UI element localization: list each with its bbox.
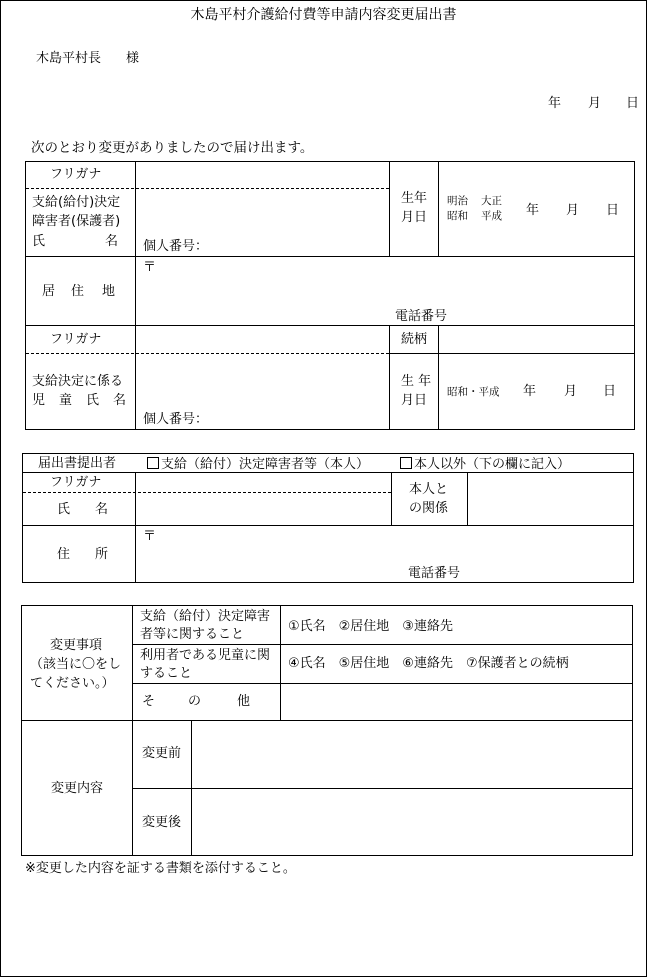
row2-label-line2: すること (140, 666, 193, 681)
child-name-char1: 児 (32, 393, 46, 408)
applicant-label-line2: 障害者(保護者) (32, 214, 121, 229)
row3-label-char2: の (188, 694, 202, 709)
era-taisho: 大正 (481, 195, 502, 207)
applicant-furigana-label: フリガナ (50, 167, 102, 182)
child-birth-day: 日 (603, 384, 617, 399)
submitter-option-other[interactable] (400, 457, 570, 471)
date-month-label: 月 (588, 96, 602, 111)
change-after-label: 変更後 (142, 815, 182, 830)
residence-postal-mark: 〒 (143, 260, 157, 275)
relation-label-line1: 本人と (409, 482, 449, 497)
child-birth-label-line2: 月日 (401, 393, 428, 408)
relationship-label: 続柄 (401, 332, 428, 347)
submitter-name-char2: 名 (95, 502, 109, 517)
relation-label-line2: の関係 (409, 501, 449, 516)
submitter-option-other-label: 本人以外（下の欄に記入） (414, 457, 571, 472)
submitter-name-char1: 氏 (57, 502, 71, 517)
child-name-char2: 童 (59, 393, 73, 408)
submitter-postal-mark: 〒 (143, 529, 157, 544)
child-label-line1: 支給決定に係る (32, 374, 124, 389)
applicant-birth-label-line1: 生年 (401, 191, 428, 206)
change-items-note-line2: てください。） (30, 676, 115, 691)
addressee-honorific: 様 (126, 51, 140, 66)
applicant-birth-day: 日 (606, 203, 620, 218)
applicant-individual-number-label: 個人番号： (143, 239, 209, 254)
change-items-note-line1: （該当に〇をし (30, 657, 122, 672)
change-items-title: 変更事項 (50, 638, 103, 653)
checkbox-other[interactable] (400, 457, 412, 469)
child-era-label: 昭和・平成 (447, 386, 500, 398)
change-content-title: 変更内容 (51, 781, 104, 796)
row3-label-char3: 他 (237, 694, 251, 709)
applicant-birth-year: 年 (526, 203, 540, 218)
row1-label-line2: 者等に関すること (140, 627, 245, 642)
child-individual-number-label: 個人番号： (143, 412, 209, 427)
row1-options: ①氏名 ②居住地 ③連絡先 (288, 619, 453, 634)
residence-phone-label: 電話番号 (395, 309, 448, 324)
applicant-name-char1: 氏 (32, 234, 46, 249)
change-table (21, 605, 633, 856)
submitter-address-char1: 住 (57, 547, 71, 562)
residence-char2: 住 (71, 284, 85, 299)
child-birth-month: 月 (564, 384, 578, 399)
date-year-label: 年 (548, 96, 562, 111)
row1-label-line1: 支給（給付）決定障害 (140, 609, 271, 624)
submitter-phone-label: 電話番号 (408, 566, 461, 581)
document-title: 木島平村介護給付費等申請内容変更届出書 (190, 7, 457, 23)
date-day-label: 日 (626, 96, 640, 111)
era-heisei: 平成 (481, 210, 502, 222)
intro-text: 次のとおり変更がありましたので届け出ます。 (31, 140, 314, 156)
child-name-char3: 氏 (86, 393, 100, 408)
footnote: ※変更した内容を証する書類を添付すること。 (25, 861, 296, 876)
residence-char3: 地 (102, 284, 116, 299)
submitter-address-char2: 所 (95, 547, 109, 562)
row2-label-line1: 利用者である児童に関 (140, 648, 271, 663)
applicant-label-line1: 支給(給付)決定 (32, 195, 121, 210)
submitter-furigana-label: フリガナ (50, 475, 102, 490)
child-furigana-label: フリガナ (50, 332, 102, 347)
child-name-char4: 名 (113, 393, 127, 408)
row3-label-char1: そ (142, 694, 156, 709)
change-before-label: 変更前 (142, 746, 182, 761)
applicant-birth-month: 月 (566, 203, 580, 218)
child-birth-year: 年 (523, 384, 537, 399)
checkbox-self[interactable] (147, 457, 159, 469)
submitter-label: 届出書提出者 (38, 456, 117, 471)
addressee-name: 木島平村長 (36, 51, 102, 66)
child-birth-label-line1: 生 年 (401, 374, 432, 389)
submitter-option-self-label: 支給（給付）決定障害者等（本人） (161, 457, 370, 472)
residence-char1: 居 (42, 284, 56, 299)
applicant-name-char2: 名 (105, 234, 119, 249)
era-meiji: 明治 (447, 195, 468, 207)
row2-options: ④氏名 ⑤居住地 ⑥連絡先 ⑦保護者との続柄 (288, 656, 569, 671)
era-showa: 昭和 (447, 210, 468, 222)
submitter-option-self[interactable] (147, 457, 369, 471)
applicant-birth-label-line2: 月日 (401, 210, 428, 225)
